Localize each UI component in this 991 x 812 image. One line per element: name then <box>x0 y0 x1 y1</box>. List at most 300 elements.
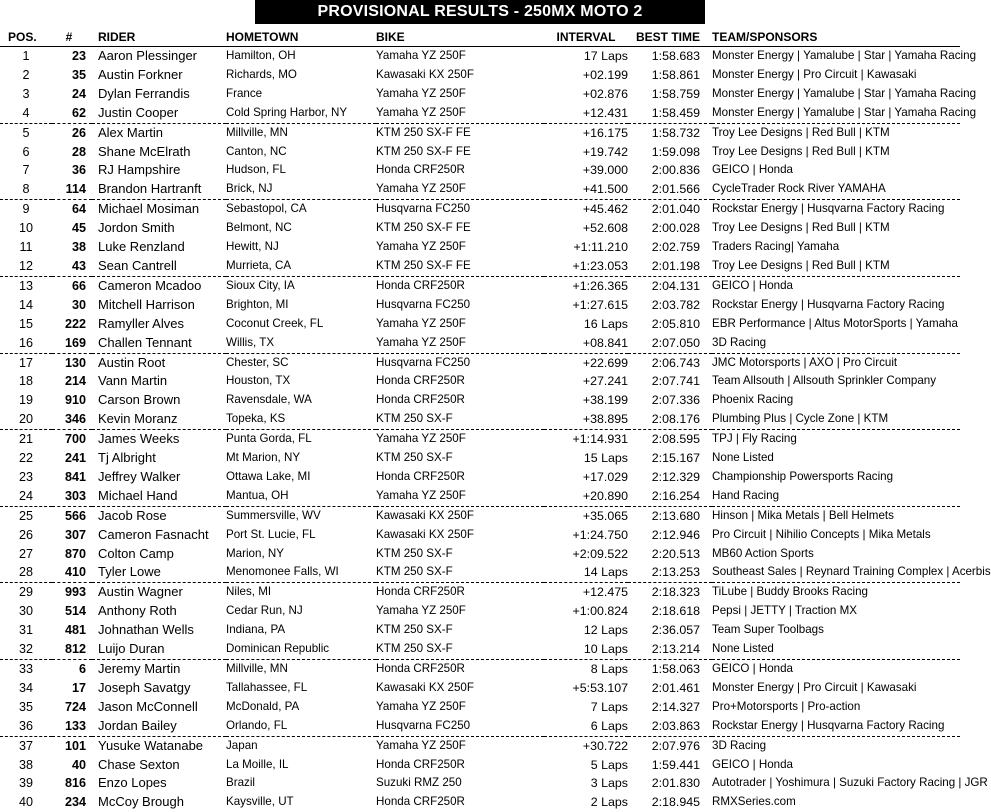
cell-best-time: 1:58.732 <box>628 123 712 142</box>
cell-hometown: Chester, SC <box>226 353 376 372</box>
cell-bike: Yamaha YZ 250F <box>376 105 466 119</box>
cell-team: Plumbing Plus | Cycle Zone | KTM <box>712 412 889 426</box>
cell-pos: 2 <box>22 67 30 82</box>
cell-interval: +27.241 <box>582 374 628 389</box>
cell-team: 3D Racing <box>712 736 960 755</box>
cell-interval: +1:14.931 <box>544 430 628 449</box>
cell-interval: +30.722 <box>544 736 628 755</box>
cell-bike: Honda CRF250R <box>376 795 465 809</box>
cell-team: None Listed <box>712 451 774 465</box>
cell-pos: 36 <box>18 718 33 733</box>
cell-rider: Tj Albright <box>98 450 156 466</box>
cell-number: 6 <box>52 660 92 679</box>
cell-number: 566 <box>52 506 92 525</box>
cell-bike: Yamaha YZ 250F <box>376 182 466 196</box>
cell-number: 36 <box>71 163 86 178</box>
cell-interval: +45.462 <box>544 200 628 219</box>
cell-rider: Sean Cantrell <box>98 257 177 273</box>
table-row <box>0 774 960 793</box>
cell-number: 841 <box>64 469 86 484</box>
cell-pos: 28 <box>18 565 33 580</box>
cell-team: Troy Lee Designs | Red Bull | KTM <box>712 221 890 235</box>
table-row <box>0 296 960 315</box>
cell-rider: Carson Brown <box>98 392 181 408</box>
table-row <box>0 487 960 506</box>
cell-interval: +2:09.522 <box>572 546 628 561</box>
cell-interval: +5:53.107 <box>572 680 628 695</box>
cell-rider: Cameron Mcadoo <box>92 276 226 295</box>
table-row <box>0 449 960 468</box>
cell-interval: 8 Laps <box>544 660 628 679</box>
cell-bike: Honda CRF250R <box>376 163 465 177</box>
cell-hometown: Willis, TX <box>226 335 275 349</box>
cell-interval: 5 Laps <box>590 757 628 772</box>
cell-bike: KTM 250 SX-F <box>376 546 453 560</box>
cell-pos: 8 <box>22 182 30 197</box>
cell-bike: Husqvarna FC250 <box>376 353 544 372</box>
cell-interval: +19.742 <box>582 144 628 159</box>
cell-number: 303 <box>64 488 86 503</box>
cell-best-time: 2:13.680 <box>628 506 712 525</box>
cell-team: Phoenix Racing <box>712 393 794 407</box>
cell-number: 101 <box>52 736 92 755</box>
cell-pos: 3 <box>22 86 30 101</box>
table-row <box>0 353 960 372</box>
cell-pos: 11 <box>19 240 33 255</box>
cell-best-time: 2:00.028 <box>651 221 700 236</box>
cell-pos: 35 <box>18 699 33 714</box>
cell-rider: Brandon Hartranft <box>98 181 202 197</box>
cell-pos: 21 <box>0 430 52 449</box>
table-row <box>0 660 960 679</box>
cell-best-time: 2:07.976 <box>628 736 712 755</box>
cell-number: 26 <box>52 123 92 142</box>
cell-best-time: 2:16.254 <box>651 488 700 503</box>
table-row <box>0 640 960 659</box>
cell-number: 133 <box>64 718 86 733</box>
cell-hometown: Niles, MI <box>226 583 376 602</box>
cell-rider: James Weeks <box>92 430 226 449</box>
cell-interval: +22.699 <box>544 353 628 372</box>
cell-pos: 24 <box>18 488 33 503</box>
cell-team: Pro+Motorsports | Pro-action <box>712 699 861 713</box>
cell-interval: +52.608 <box>582 221 628 236</box>
cell-best-time: 2:12.946 <box>651 527 700 542</box>
cell-team: JMC Motorsports | AXO | Pro Circuit <box>712 353 960 372</box>
cell-interval: +38.199 <box>582 393 628 408</box>
cell-hometown: Ottawa Lake, MI <box>226 469 311 483</box>
cell-pos: 1 <box>22 49 30 63</box>
cell-team: Troy Lee Designs | Red Bull | KTM <box>712 258 890 272</box>
table-row <box>0 66 960 85</box>
cell-rider: Jordon Smith <box>98 220 175 236</box>
table-row <box>0 85 960 104</box>
cell-pos: 31 <box>18 623 33 638</box>
table-row <box>0 143 960 162</box>
cell-team: Traders Racing| Yamaha <box>712 240 840 254</box>
cell-best-time: 1:59.098 <box>651 144 700 159</box>
cell-bike: Yamaha YZ 250F <box>376 316 466 330</box>
table-row <box>0 583 960 602</box>
cell-hometown: Millville, MN <box>226 660 376 679</box>
cell-rider: Anthony Roth <box>98 603 177 619</box>
cell-best-time: 2:01.198 <box>651 258 700 273</box>
cell-rider: Yusuke Watanabe <box>92 736 226 755</box>
cell-interval: +1:26.365 <box>544 276 628 295</box>
cell-best-time: 2:18.945 <box>651 795 700 810</box>
cell-team: Troy Lee Designs | Red Bull | KTM <box>712 123 960 142</box>
cell-bike: Kawasaki KX 250F <box>376 680 474 694</box>
cell-bike: Husqvarna FC250 <box>376 718 471 732</box>
cell-rider: Aaron Plessinger <box>98 48 197 63</box>
cell-team: RMXSeries.com <box>712 795 796 809</box>
cell-number: 410 <box>64 565 86 580</box>
cell-hometown: Ravensdale, WA <box>226 393 312 407</box>
cell-rider: Shane McElrath <box>98 143 191 159</box>
cell-hometown: France <box>226 86 263 100</box>
cell-interval: 3 Laps <box>590 776 628 791</box>
cell-interval: +20.890 <box>582 488 628 503</box>
cell-number: 724 <box>64 699 86 714</box>
cell-rider: Dylan Ferrandis <box>98 85 190 101</box>
cell-pos: 15 <box>18 316 33 331</box>
cell-number: 43 <box>71 258 86 273</box>
cell-rider: Ramyller Alves <box>98 315 184 331</box>
cell-team: CycleTrader Rock River YAMAHA <box>712 182 886 196</box>
cell-hometown: Houston, TX <box>226 374 291 388</box>
col-header-bike: BIKE <box>376 28 544 47</box>
cell-number: 114 <box>65 182 86 197</box>
cell-hometown: Mantua, OH <box>226 488 289 502</box>
cell-bike: KTM 250 SX-F <box>376 642 453 656</box>
cell-number: 222 <box>64 316 86 331</box>
col-header-hometown: HOMETOWN <box>226 28 376 47</box>
cell-bike: Honda CRF250R <box>376 276 544 295</box>
cell-hometown: Kaysville, UT <box>226 795 294 809</box>
cell-team: GEICO | Honda <box>712 757 793 771</box>
cell-interval: +39.000 <box>582 163 628 178</box>
cell-hometown: La Moille, IL <box>226 757 289 771</box>
cell-team: Monster Energy | Yamalube | Star | Yamaha Racing <box>712 86 977 100</box>
table-row <box>0 563 960 582</box>
table-row <box>0 161 960 180</box>
cell-team: Championship Powersports Racing <box>712 469 894 483</box>
cell-team: Rockstar Energy | Husqvarna Factory Racing <box>712 718 945 732</box>
cell-best-time: 2:14.327 <box>651 699 700 714</box>
cell-hometown: Hudson, FL <box>226 163 286 177</box>
page-title: PROVISIONAL RESULTS - 250MX MOTO 2 <box>255 0 705 24</box>
cell-rider: Alex Martin <box>92 123 226 142</box>
table-header-row <box>0 28 960 47</box>
table-row <box>0 47 960 66</box>
cell-interval: +1:27.615 <box>572 297 628 312</box>
cell-best-time: 2:08.595 <box>628 430 712 449</box>
cell-team: GEICO | Honda <box>712 163 793 177</box>
cell-number: 38 <box>71 240 86 255</box>
cell-bike: Honda CRF250R <box>376 583 544 602</box>
cell-hometown: Coconut Creek, FL <box>226 316 324 330</box>
cell-rider: Luke Renzland <box>98 239 185 255</box>
cell-interval: +12.431 <box>582 105 628 120</box>
cell-hometown: Topeka, KS <box>226 412 286 426</box>
cell-team: 3D Racing <box>712 335 767 349</box>
cell-pos: 6 <box>22 144 30 159</box>
cell-interval: +1:00.824 <box>572 604 628 619</box>
cell-interval: 14 Laps <box>583 565 628 580</box>
cell-team: Monster Energy | Pro Circuit | Kawasaki <box>712 67 917 81</box>
cell-hometown: Murrieta, CA <box>226 258 292 272</box>
cell-rider: Jordan Bailey <box>98 717 177 733</box>
cell-number: 346 <box>64 412 86 427</box>
col-header-team: TEAM/SPONSORS <box>712 28 960 47</box>
cell-hometown: Port St. Lucie, FL <box>226 527 316 541</box>
table-row <box>0 257 960 276</box>
cell-number: 130 <box>52 353 92 372</box>
cell-team: Troy Lee Designs | Red Bull | KTM <box>712 144 890 158</box>
cell-number: 62 <box>71 105 86 120</box>
cell-number: 17 <box>71 680 86 695</box>
cell-interval: 12 Laps <box>583 623 628 638</box>
cell-hometown: Punta Gorda, FL <box>226 430 376 449</box>
cell-interval: +16.175 <box>544 123 628 142</box>
cell-number: 870 <box>64 546 86 561</box>
cell-team: TPJ | Fly Racing <box>712 430 960 449</box>
table-row <box>0 736 960 755</box>
cell-hometown: Dominican Republic <box>226 642 330 656</box>
cell-number: 700 <box>52 430 92 449</box>
cell-bike: Honda CRF250R <box>376 393 465 407</box>
cell-interval: 7 Laps <box>590 699 628 714</box>
cell-hometown: Hewitt, NJ <box>226 240 279 254</box>
cell-pos: 5 <box>0 123 52 142</box>
cell-interval: +02.199 <box>582 67 628 82</box>
table-row <box>0 391 960 410</box>
cell-best-time: 2:01.461 <box>651 680 700 695</box>
cell-pos: 26 <box>18 527 33 542</box>
cell-rider: Austin Wagner <box>92 583 226 602</box>
table-row <box>0 468 960 487</box>
cell-rider: Colton Camp <box>98 545 174 561</box>
cell-team: EBR Performance | Altus MotorSports | Yamaha <box>712 316 958 330</box>
cell-interval: +02.876 <box>582 86 628 101</box>
cell-number: 910 <box>64 393 86 408</box>
cell-hometown: Tallahassee, FL <box>226 680 308 694</box>
cell-rider: Joseph Savatgy <box>98 679 191 695</box>
cell-interval: +35.065 <box>544 506 628 525</box>
table-row <box>0 506 960 525</box>
cell-rider: Jason McConnell <box>98 698 198 714</box>
cell-rider: Jacob Rose <box>92 506 226 525</box>
cell-best-time: 2:07.050 <box>651 335 700 350</box>
cell-hometown: Belmont, NC <box>226 221 292 235</box>
cell-best-time: 2:18.323 <box>628 583 712 602</box>
cell-best-time: 2:00.836 <box>651 163 700 178</box>
cell-interval: 6 Laps <box>590 718 628 733</box>
table-row <box>0 621 960 640</box>
cell-bike: Honda CRF250R <box>376 660 544 679</box>
cell-team: Team Super Toolbags <box>712 623 824 637</box>
cell-bike: Husqvarna FC250 <box>376 297 471 311</box>
cell-best-time: 1:58.861 <box>651 67 700 82</box>
cell-bike: Yamaha YZ 250F <box>376 240 466 254</box>
cell-pos: 32 <box>18 642 33 657</box>
cell-team: Hand Racing <box>712 488 780 502</box>
cell-best-time: 2:02.759 <box>651 240 700 255</box>
cell-best-time: 2:18.618 <box>651 604 700 619</box>
cell-bike: Honda CRF250R <box>376 469 465 483</box>
cell-interval: +1:23.053 <box>572 258 628 273</box>
cell-number: 234 <box>64 795 86 810</box>
cell-rider: Michael Hand <box>98 487 178 503</box>
cell-interval: 2 Laps <box>590 795 628 810</box>
cell-bike: KTM 250 SX-F <box>376 623 453 637</box>
cell-number: 35 <box>71 67 86 82</box>
cell-pos: 18 <box>18 374 33 389</box>
cell-number: 816 <box>64 776 86 791</box>
cell-best-time: 2:03.863 <box>651 718 700 733</box>
cell-team: Hinson | Mika Metals | Bell Helmets <box>712 506 960 525</box>
cell-best-time: 1:59.441 <box>651 757 700 772</box>
table-row <box>0 238 960 257</box>
cell-pos: 16 <box>18 335 33 350</box>
table-row <box>0 717 960 736</box>
cell-rider: Austin Root <box>92 353 226 372</box>
cell-best-time: 2:13.214 <box>651 642 700 657</box>
cell-number: 66 <box>52 276 92 295</box>
cell-best-time: 2:06.743 <box>628 353 712 372</box>
table-row <box>0 679 960 698</box>
table-row <box>0 526 960 545</box>
cell-rider: Chase Sexton <box>98 756 180 772</box>
cell-pos: 14 <box>18 297 33 312</box>
cell-rider: Michael Mosiman <box>92 200 226 219</box>
cell-team: None Listed <box>712 642 774 656</box>
cell-number: 23 <box>71 49 86 63</box>
col-header-best-time: BEST TIME <box>628 28 712 47</box>
results-table <box>0 28 991 812</box>
cell-hometown: Indiana, PA <box>226 623 286 637</box>
cell-hometown: Marion, NY <box>226 546 284 560</box>
cell-number: 45 <box>71 221 86 236</box>
col-header-pos: POS. <box>0 28 52 47</box>
cell-rider: Austin Forkner <box>98 66 183 82</box>
cell-hometown: Millville, MN <box>226 123 376 142</box>
cell-team: Rockstar Energy | Husqvarna Factory Racing <box>712 297 945 311</box>
cell-bike: KTM 250 SX-F FE <box>376 221 471 235</box>
cell-bike: Yamaha YZ 250F <box>376 488 466 502</box>
cell-interval: +17.029 <box>582 469 628 484</box>
cell-interval: 10 Laps <box>583 642 628 657</box>
cell-bike: Yamaha YZ 250F <box>376 335 466 349</box>
cell-number: 812 <box>64 642 86 657</box>
cell-team: Autotrader | Yoshimura | Suzuki Factory Racing | JGR <box>712 776 988 790</box>
cell-team: Rockstar Energy | Husqvarna Factory Racing <box>712 200 960 219</box>
cell-best-time: 2:20.513 <box>651 546 700 561</box>
cell-pos: 33 <box>0 660 52 679</box>
cell-bike: KTM 250 SX-F FE <box>376 258 471 272</box>
table-row <box>0 602 960 621</box>
cell-hometown: Summersville, WV <box>226 506 376 525</box>
cell-pos: 34 <box>18 680 33 695</box>
cell-hometown: Menomonee Falls, WI <box>226 565 339 579</box>
cell-bike: Yamaha YZ 250F <box>376 604 466 618</box>
table-row <box>0 698 960 717</box>
cell-best-time: 2:08.176 <box>651 412 700 427</box>
cell-best-time: 1:58.683 <box>651 49 700 63</box>
cell-bike: Yamaha YZ 250F <box>376 699 466 713</box>
cell-number: 64 <box>52 200 92 219</box>
cell-bike: KTM 250 SX-F <box>376 565 453 579</box>
cell-interval: 17 Laps <box>583 49 628 63</box>
cell-bike: Kawasaki KX 250F <box>376 67 474 81</box>
cell-bike: Yamaha YZ 250F <box>376 430 544 449</box>
cell-number: 481 <box>64 623 86 638</box>
cell-best-time: 2:04.131 <box>628 276 712 295</box>
cell-interval: +08.841 <box>582 335 628 350</box>
cell-hometown: McDonald, PA <box>226 699 300 713</box>
cell-team: Monster Energy | Yamalube | Star | Yamaha Racing <box>712 105 977 119</box>
table-row <box>0 276 960 295</box>
cell-rider: Cameron Fasnacht <box>98 526 209 542</box>
cell-pos: 17 <box>0 353 52 372</box>
cell-rider: Tyler Lowe <box>98 564 161 580</box>
cell-bike: Honda CRF250R <box>376 757 465 771</box>
cell-hometown: Sebastopol, CA <box>226 200 376 219</box>
col-header-interval: INTERVAL <box>544 28 628 47</box>
cell-rider: RJ Hampshire <box>98 162 181 178</box>
cell-best-time: 2:36.057 <box>651 623 700 638</box>
cell-interval: 16 Laps <box>583 316 628 331</box>
table-row <box>0 756 960 775</box>
cell-best-time: 2:15.167 <box>651 451 700 466</box>
cell-pos: 29 <box>0 583 52 602</box>
cell-pos: 7 <box>22 163 30 178</box>
cell-best-time: 2:05.810 <box>651 316 700 331</box>
cell-interval: +38.895 <box>582 412 628 427</box>
cell-team: GEICO | Honda <box>712 276 960 295</box>
cell-interval: 15 Laps <box>583 451 628 466</box>
cell-team: Southeast Sales | Reynard Training Complex | Acerbis <box>712 565 991 579</box>
table-row <box>0 334 960 353</box>
cell-bike: Yamaha YZ 250F <box>376 736 544 755</box>
cell-hometown: Orlando, FL <box>226 718 288 732</box>
table-row <box>0 180 960 199</box>
cell-team: Team Allsouth | Allsouth Sprinkler Company <box>712 374 937 388</box>
cell-bike: Suzuki RMZ 250 <box>376 776 462 790</box>
cell-number: 241 <box>64 451 86 466</box>
cell-bike: Yamaha YZ 250F <box>376 49 466 62</box>
cell-hometown: Mt Marion, NY <box>226 451 301 465</box>
table-row <box>0 793 960 812</box>
cell-number: 30 <box>71 297 86 312</box>
cell-best-time: 2:07.336 <box>651 393 700 408</box>
cell-bike: KTM 250 SX-F <box>376 451 453 465</box>
cell-pos: 22 <box>18 451 33 466</box>
cell-team: MB60 Action Sports <box>712 546 814 560</box>
cell-number: 24 <box>71 86 86 101</box>
cell-rider: Johnathan Wells <box>98 622 194 638</box>
cell-hometown: Japan <box>226 736 376 755</box>
cell-pos: 27 <box>18 546 33 561</box>
table-row <box>0 219 960 238</box>
cell-number: 40 <box>71 757 86 772</box>
cell-bike: KTM 250 SX-F <box>376 412 453 426</box>
cell-best-time: 2:12.329 <box>651 469 700 484</box>
cell-best-time: 2:03.782 <box>651 297 700 312</box>
cell-best-time: 1:58.063 <box>628 660 712 679</box>
cell-best-time: 2:01.830 <box>651 776 700 791</box>
cell-hometown: Canton, NC <box>226 144 287 158</box>
